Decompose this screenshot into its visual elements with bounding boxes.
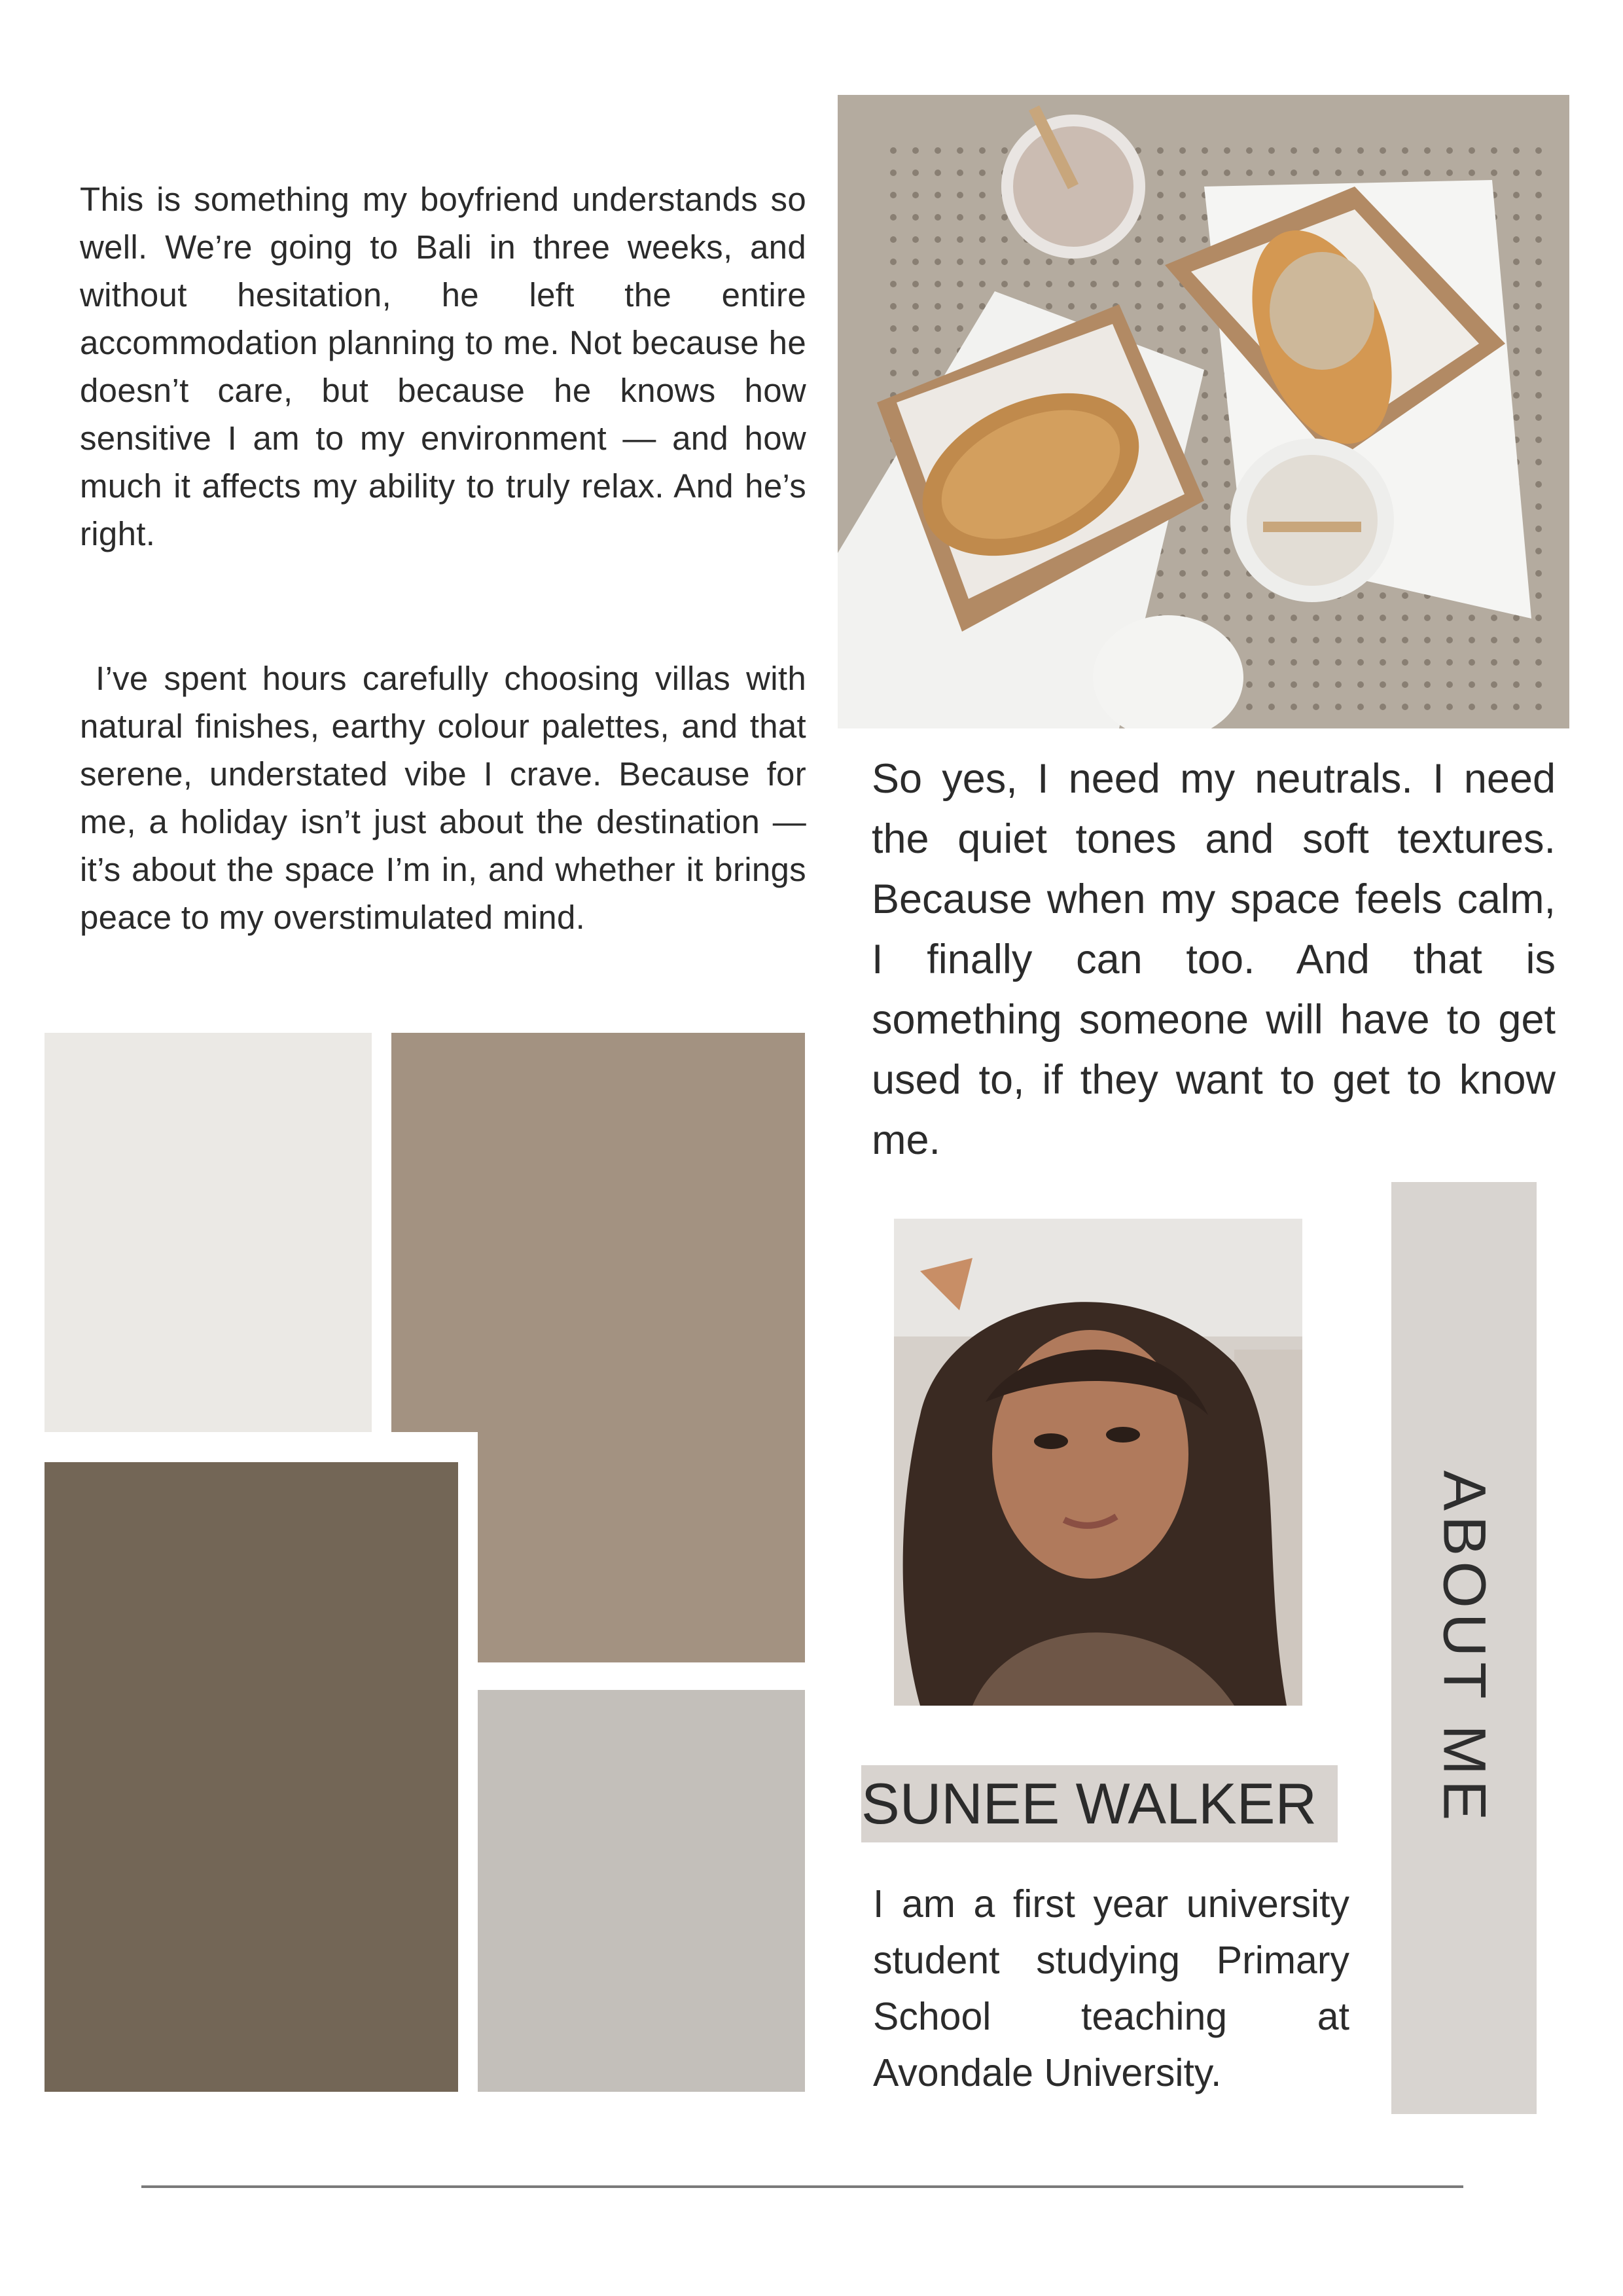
- profile-name-box: [861, 1765, 1338, 1842]
- bottom-divider: [141, 2185, 1463, 2188]
- food-photo-illustration: [838, 95, 1569, 728]
- paragraph-neutrals: So yes, I need my neutrals. I need the quiet tones and soft textures. Because when my space feels calm, I finally can too. And that is something someone will have to get used to, if they want to get to know me.: [872, 756, 1556, 1163]
- profile-name: SUNEE WALKER: [861, 1771, 1317, 1836]
- about-me-bar: [1391, 1182, 1537, 2114]
- swatch-dark: [45, 1462, 458, 2092]
- portrait-illustration: [894, 1219, 1302, 1706]
- about-me-label: ABOUT ME: [1431, 1470, 1498, 1826]
- swatch-light: [45, 1033, 372, 1432]
- food-photo: [838, 95, 1569, 728]
- paragraph-villas: I’ve spent hours carefully choosing villas with natural finishes, earthy colour palettes, and that serene, understated vibe I crave. Because for me, a holiday isn’t just about the destination — it’s about the space I’m in, and whether it brings peace to my overstimulated mind.: [80, 660, 816, 936]
- swatch-taupe: [391, 1033, 805, 1432]
- swatch-taupe-lower: [478, 1427, 805, 1662]
- swatch-grey: [478, 1690, 805, 2092]
- paragraph-boyfriend: This is something my boyfriend understands so well. We’re going to Bali in three weeks, and without hesitation, he left the entire accommodation planning to me. Not because he doesn’t care, but because he knows how sensitive I am to my environment — and how much it affects my ability to truly relax. And he’s right.: [80, 181, 806, 552]
- profile-bio: I am a first year university student studying Primary School teaching at Avondale University.: [873, 1882, 1349, 2094]
- portrait-photo: [894, 1219, 1302, 1706]
